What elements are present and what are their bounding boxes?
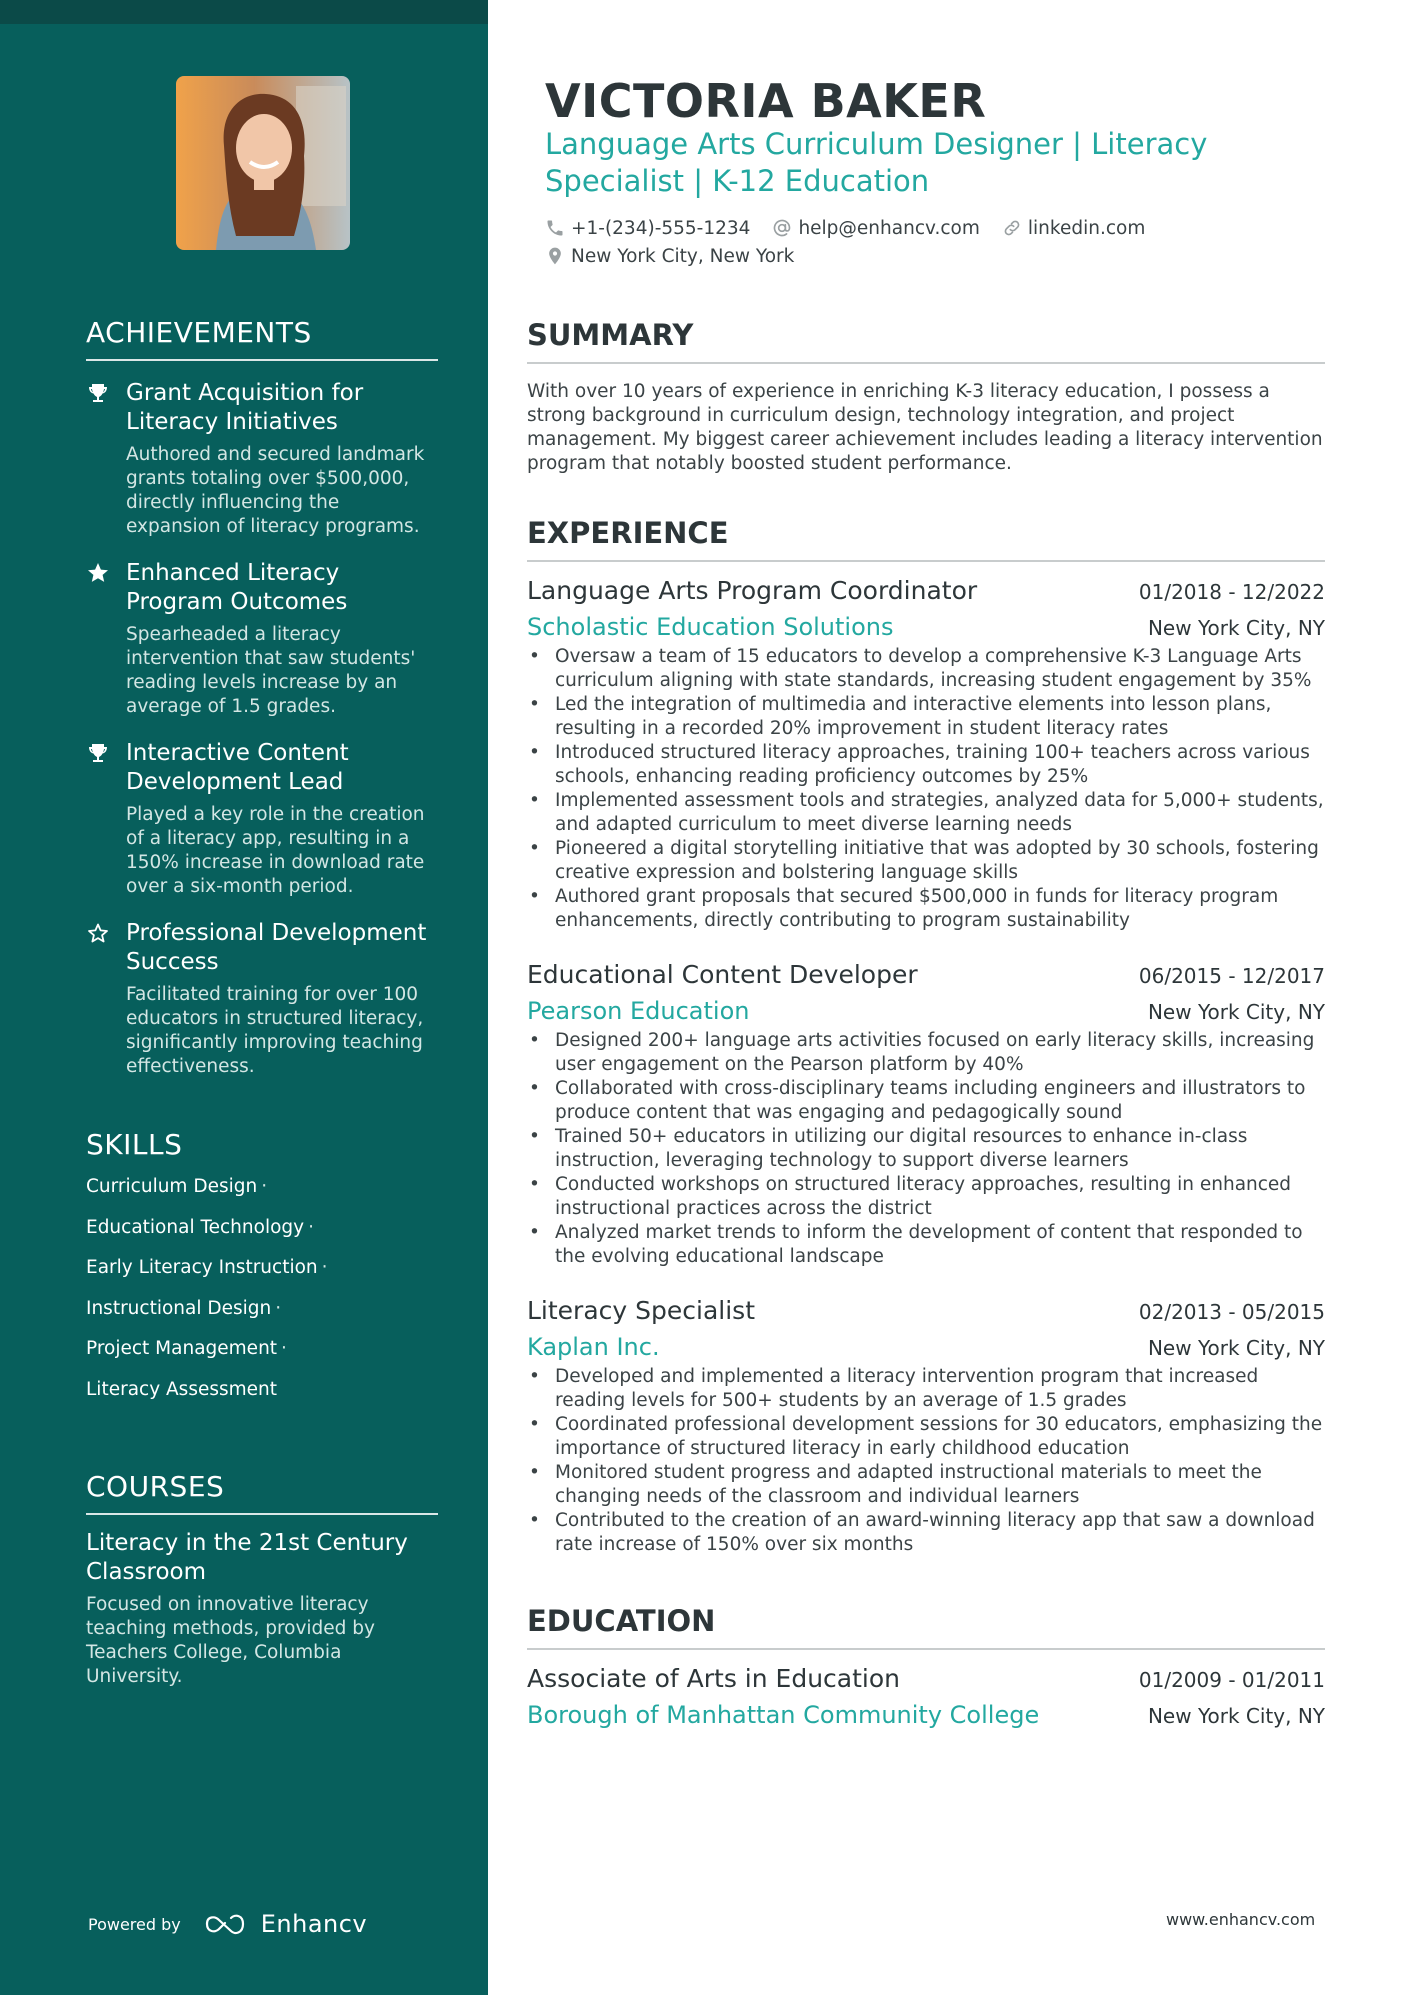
school-name: Borough of Manhattan Community College	[527, 1701, 1040, 1729]
job-bullet: • Coordinated professional development sessions for 30 educators, emphasizing the importance of structured literacy in early childhood education	[527, 1413, 1325, 1461]
job-dates: 02/2013 - 05/2015	[1138, 1300, 1325, 1324]
skill-label: Instructional Design	[86, 1297, 272, 1319]
contact-email[interactable]	[772, 218, 979, 239]
skill-label: Curriculum Design	[86, 1176, 258, 1197]
education-entry	[527, 1664, 1325, 1729]
achievements-heading: ACHIEVEMENTS	[86, 316, 438, 361]
achievements-section	[86, 316, 438, 1079]
achievement-description: Facilitated training for over 100 educators in structured literacy, significantly improving teaching effectiveness.	[126, 984, 424, 1077]
achievement-item	[86, 379, 438, 539]
job-bullets	[527, 645, 1325, 933]
job-location: New York City, NY	[1147, 616, 1325, 640]
degree-title: Associate of Arts in Education	[527, 1664, 900, 1693]
star-outline-icon	[86, 921, 110, 945]
phone-icon	[545, 218, 565, 238]
job-bullet: • Designed 200+ language arts activities focused on early literacy skills, increasing user engagement on the Pearson platform by 40%	[527, 1029, 1325, 1077]
achievement-title: Enhanced Literacy Program Outcomes	[126, 560, 348, 615]
job-bullet: • Contributed to the creation of an award-winning literacy app that saw a download rate increase of 150% over six months	[527, 1509, 1325, 1557]
star-filled-icon	[86, 561, 110, 585]
job-bullet: • Led the integration of multimedia and interactive elements into lesson plans, resulting in a recorded 20% improvement in student literacy rates	[527, 693, 1325, 741]
skill-separator: ·	[261, 1176, 268, 1197]
job-bullet: • Developed and implemented a literacy intervention program that increased reading levels for 500+ students by an average of 1.5 grades	[527, 1365, 1325, 1413]
skill-label: Project Management	[86, 1338, 278, 1359]
email-value: help@enhancv.com	[798, 217, 980, 239]
footer-website[interactable]: www.enhancv.com	[1166, 1910, 1316, 1929]
achievement-title: Professional Development Success	[126, 920, 427, 975]
skill-label: Early Literacy Instruction	[86, 1257, 318, 1278]
education-location: New York City, NY	[1147, 1704, 1325, 1728]
experience-entry	[527, 576, 1325, 933]
linkedin-value: linkedin.com	[1027, 217, 1146, 239]
job-location: New York City, NY	[1147, 1336, 1325, 1360]
job-dates: 01/2018 - 12/2022	[1138, 580, 1325, 604]
courses-section	[86, 1470, 438, 1689]
job-bullet: • Conducted workshops on structured literacy approaches, resulting in enhanced instructional practices across the district	[527, 1173, 1325, 1221]
course-description: Focused on innovative literacy teaching methods, provided by Teachers College, Columbia University.	[86, 1594, 375, 1687]
job-bullet: • Oversaw a team of 15 educators to develop a comprehensive K-3 Language Arts curriculum aligning with state standards, increasing student engagement by 35%	[527, 645, 1325, 693]
experience-entry	[527, 1296, 1325, 1557]
skill-item	[86, 1167, 438, 1208]
contact-linkedin[interactable]	[1002, 218, 1145, 239]
job-title: Educational Content Developer	[527, 960, 918, 989]
course-title: Literacy in the 21st Century Classroom	[86, 1530, 408, 1585]
at-sign-icon	[772, 218, 792, 238]
skill-item	[86, 1289, 438, 1330]
job-bullet: • Monitored student progress and adapted instructional materials to meet the changing needs of the classroom and individual learners	[527, 1461, 1325, 1509]
job-bullet: • Trained 50+ educators in utilizing our digital resources to enhance in-class instruction, leveraging technology to support diverse learners	[527, 1125, 1325, 1173]
candidate-headline: Language Arts Curriculum Designer | Literacy Specialist | K-12 Education	[545, 127, 1208, 198]
skills-heading: SKILLS	[86, 1128, 183, 1161]
enhancv-logo-icon	[203, 1911, 251, 1937]
phone-value: +1-(234)-555-1234	[571, 217, 751, 239]
trophy-icon	[86, 741, 110, 765]
trophy-icon	[86, 381, 110, 405]
skill-item	[86, 1208, 438, 1249]
skills-section	[86, 1128, 438, 1410]
job-bullet: • Pioneered a digital storytelling initiative that was adopted by 30 schools, fostering creative expression and bolstering language skills	[527, 837, 1325, 885]
job-bullets	[527, 1029, 1325, 1269]
job-bullet: • Analyzed market trends to inform the development of content that responded to the evolving educational landscape	[527, 1221, 1325, 1269]
job-title: Literacy Specialist	[527, 1296, 755, 1325]
skill-item	[86, 1370, 438, 1411]
contact-location	[545, 246, 794, 267]
skill-item	[86, 1329, 438, 1370]
skill-separator: ·	[308, 1216, 314, 1238]
location-value: New York City, New York	[571, 245, 795, 267]
achievement-title: Interactive Content Development Lead	[126, 740, 349, 795]
job-bullet: • Introduced structured literacy approaches, training 100+ teachers across various schools, enhancing reading proficiency outcomes by 25%	[527, 741, 1325, 789]
skill-separator: ·	[275, 1297, 282, 1319]
summary-heading: SUMMARY	[527, 318, 1325, 364]
profile-photo	[176, 76, 350, 250]
job-location: New York City, NY	[1147, 1000, 1325, 1024]
achievement-description: Authored and secured landmark grants totaling over $500,000, directly influencing the expansion of literacy programs.	[126, 444, 425, 537]
job-dates: 06/2015 - 12/2017	[1138, 964, 1325, 988]
achievement-title: Grant Acquisition for Literacy Initiatives	[126, 380, 364, 435]
achievement-item	[86, 739, 438, 899]
job-bullet: • Collaborated with cross-disciplinary teams including engineers and illustrators to produce content that was engaging and pedagogically sound	[527, 1077, 1325, 1125]
contact-info	[545, 214, 1305, 270]
job-company: Kaplan Inc.	[527, 1333, 660, 1361]
powered-by-label: Powered by	[88, 1914, 181, 1934]
main-content	[488, 0, 1410, 1995]
achievement-item	[86, 919, 438, 1079]
contact-phone[interactable]	[545, 218, 750, 239]
link-icon	[1002, 218, 1022, 238]
skill-label: Educational Technology	[86, 1216, 305, 1238]
achievement-description: Played a key role in the creation of a literacy app, resulting in a 150% increase in download rate over a six-month period.	[126, 804, 425, 897]
experience-heading: EXPERIENCE	[527, 516, 1325, 562]
job-bullet: • Implemented assessment tools and strategies, analyzed data for 5,000+ students, and adapted curriculum to meet diverse learning needs	[527, 789, 1325, 837]
summary-text: With over 10 years of experience in enriching K-3 literacy education, I possess a strong background in curriculum design, technology integration, and project management. My biggest career achievement includes leading a literacy intervention program that notably boosted student performance.	[527, 381, 1323, 474]
education-dates: 01/2009 - 01/2011	[1138, 1668, 1325, 1692]
courses-heading: COURSES	[86, 1470, 438, 1515]
job-title: Language Arts Program Coordinator	[527, 576, 978, 605]
job-bullet: • Authored grant proposals that secured $500,000 in funds for literacy program enhancements, directly contributing to program sustainability	[527, 885, 1325, 933]
experience-entry	[527, 960, 1325, 1269]
skill-separator: ·	[321, 1257, 328, 1278]
job-company: Pearson Education	[527, 997, 750, 1025]
sidebar	[0, 0, 488, 1995]
skill-label: Literacy Assessment	[86, 1378, 277, 1400]
enhancv-brand-name: Enhancv	[260, 1910, 368, 1938]
powered-by	[88, 1904, 367, 1944]
candidate-name: VICTORIA BAKER	[545, 74, 987, 128]
job-bullets	[527, 1365, 1325, 1557]
location-pin-icon	[545, 246, 565, 266]
skill-item	[86, 1248, 438, 1289]
achievement-description: Spearheaded a literacy intervention that saw students' reading levels increase by an average of 1.5 grades.	[126, 624, 416, 717]
sidebar-top-strip	[0, 0, 488, 24]
achievement-item	[86, 559, 438, 719]
job-company: Scholastic Education Solutions	[527, 613, 894, 641]
education-heading: EDUCATION	[527, 1604, 1325, 1650]
skill-separator: ·	[281, 1338, 287, 1359]
